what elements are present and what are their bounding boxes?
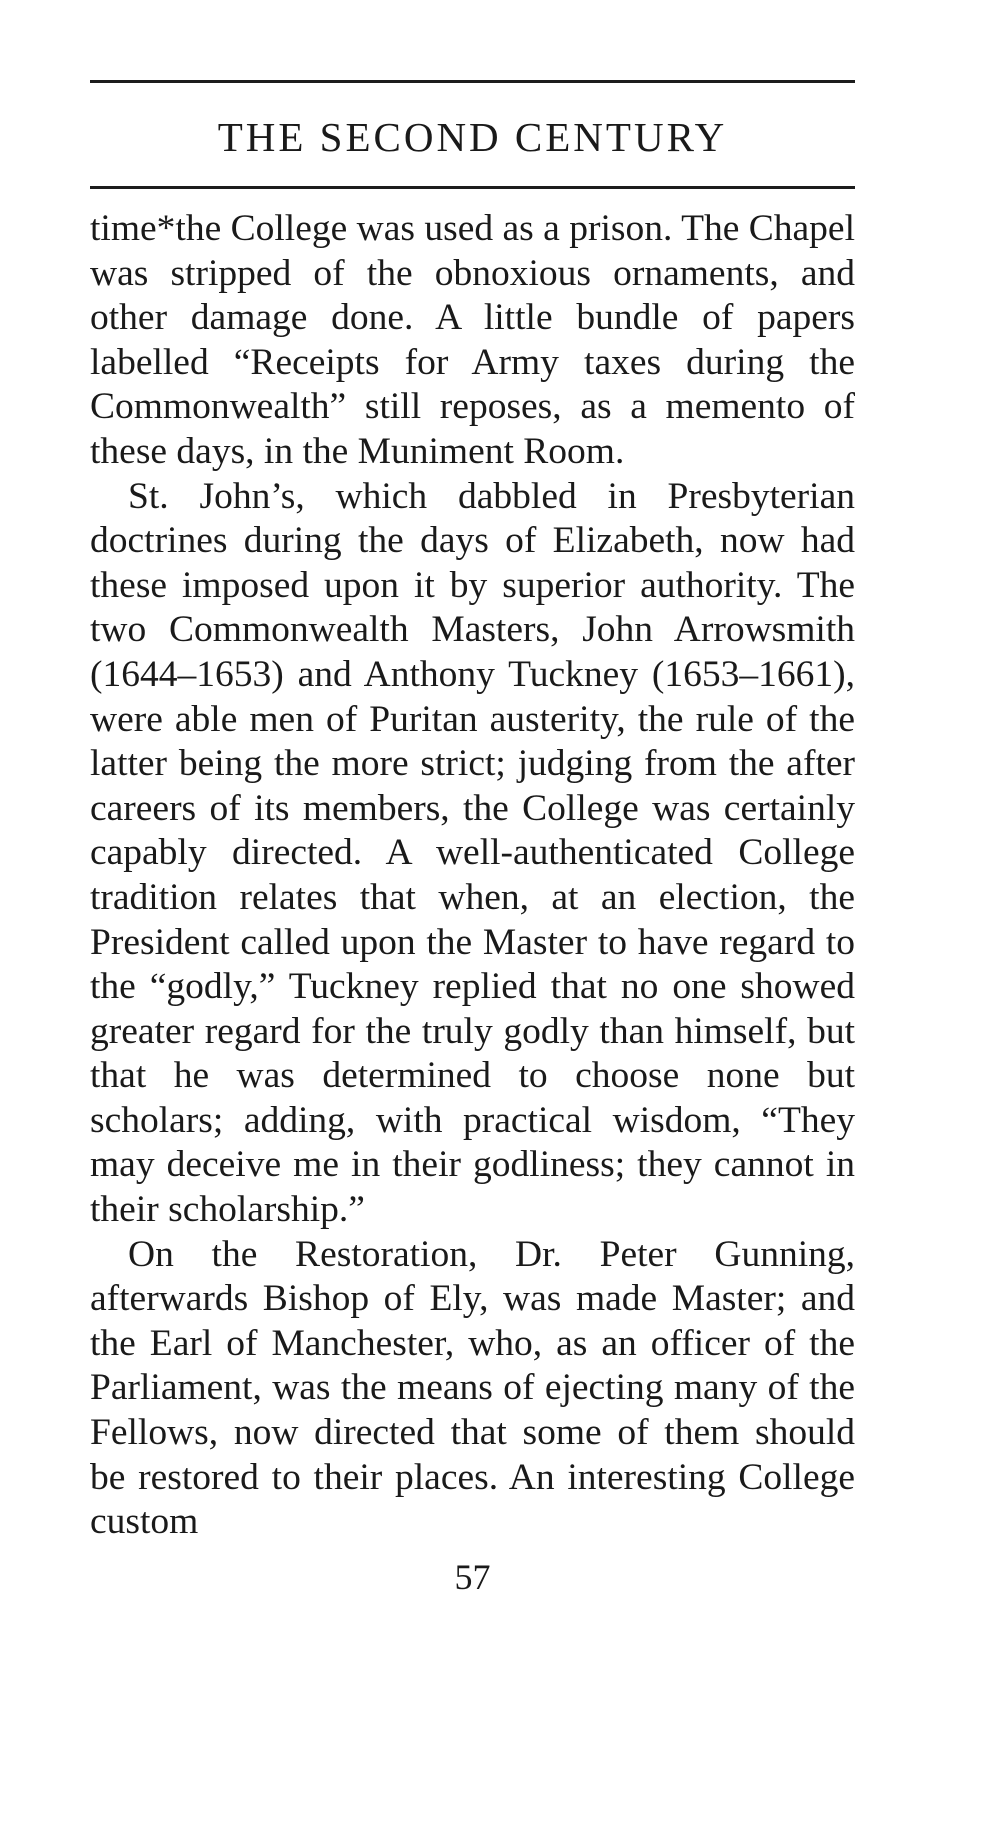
paragraph-1: time*the College was used as a prison. The Chapel was stripped of the obnoxious ornaments, and other damage done. A little bundle of papers labelled “Receipts for Army taxes during the Commonwealth” still reposes, as a memento of these days, in the Muniment Room. (90, 208, 855, 472)
header-rule (90, 186, 855, 189)
top-rule (90, 80, 855, 83)
paragraph-3: On the Restoration, Dr. Peter Gunning, afterwards Bishop of Ely, was made Master; and the Earl of Manchester, who, as an officer of the Parliament, was the means of ejecting many of the Fellows, now directed that some of them should be restored to their places. An interesting College custom (90, 1233, 855, 1543)
page-number: 57 (454, 1556, 491, 1597)
book-page (90, 80, 855, 1595)
running-head: THE SECOND CENTURY (217, 114, 728, 160)
paragraph-2: St. John’s, which dabbled in Presbyterian doctrines during the days of Elizabeth, now had these imposed upon it by superior authority. The two Commonwealth Masters, John Arrowsmith (1644–1653) and Anthony Tuckney (1653–1661), were able men of Puritan austerity, the rule of the latter being the more strict; judging from the after careers of its members, the College was certainly capably directed. A well-authenticated College tradition relates that when, at an election, the President called upon the Master to have regard to the “godly,” Tuckney replied that no one showed greater regard for the truly godly than himself, but that he was determined to choose none but scholars; adding, with practical wisdom, “They may deceive me in their godliness; they cannot in their scholarship.” (90, 475, 855, 1231)
body-text (90, 207, 855, 1545)
